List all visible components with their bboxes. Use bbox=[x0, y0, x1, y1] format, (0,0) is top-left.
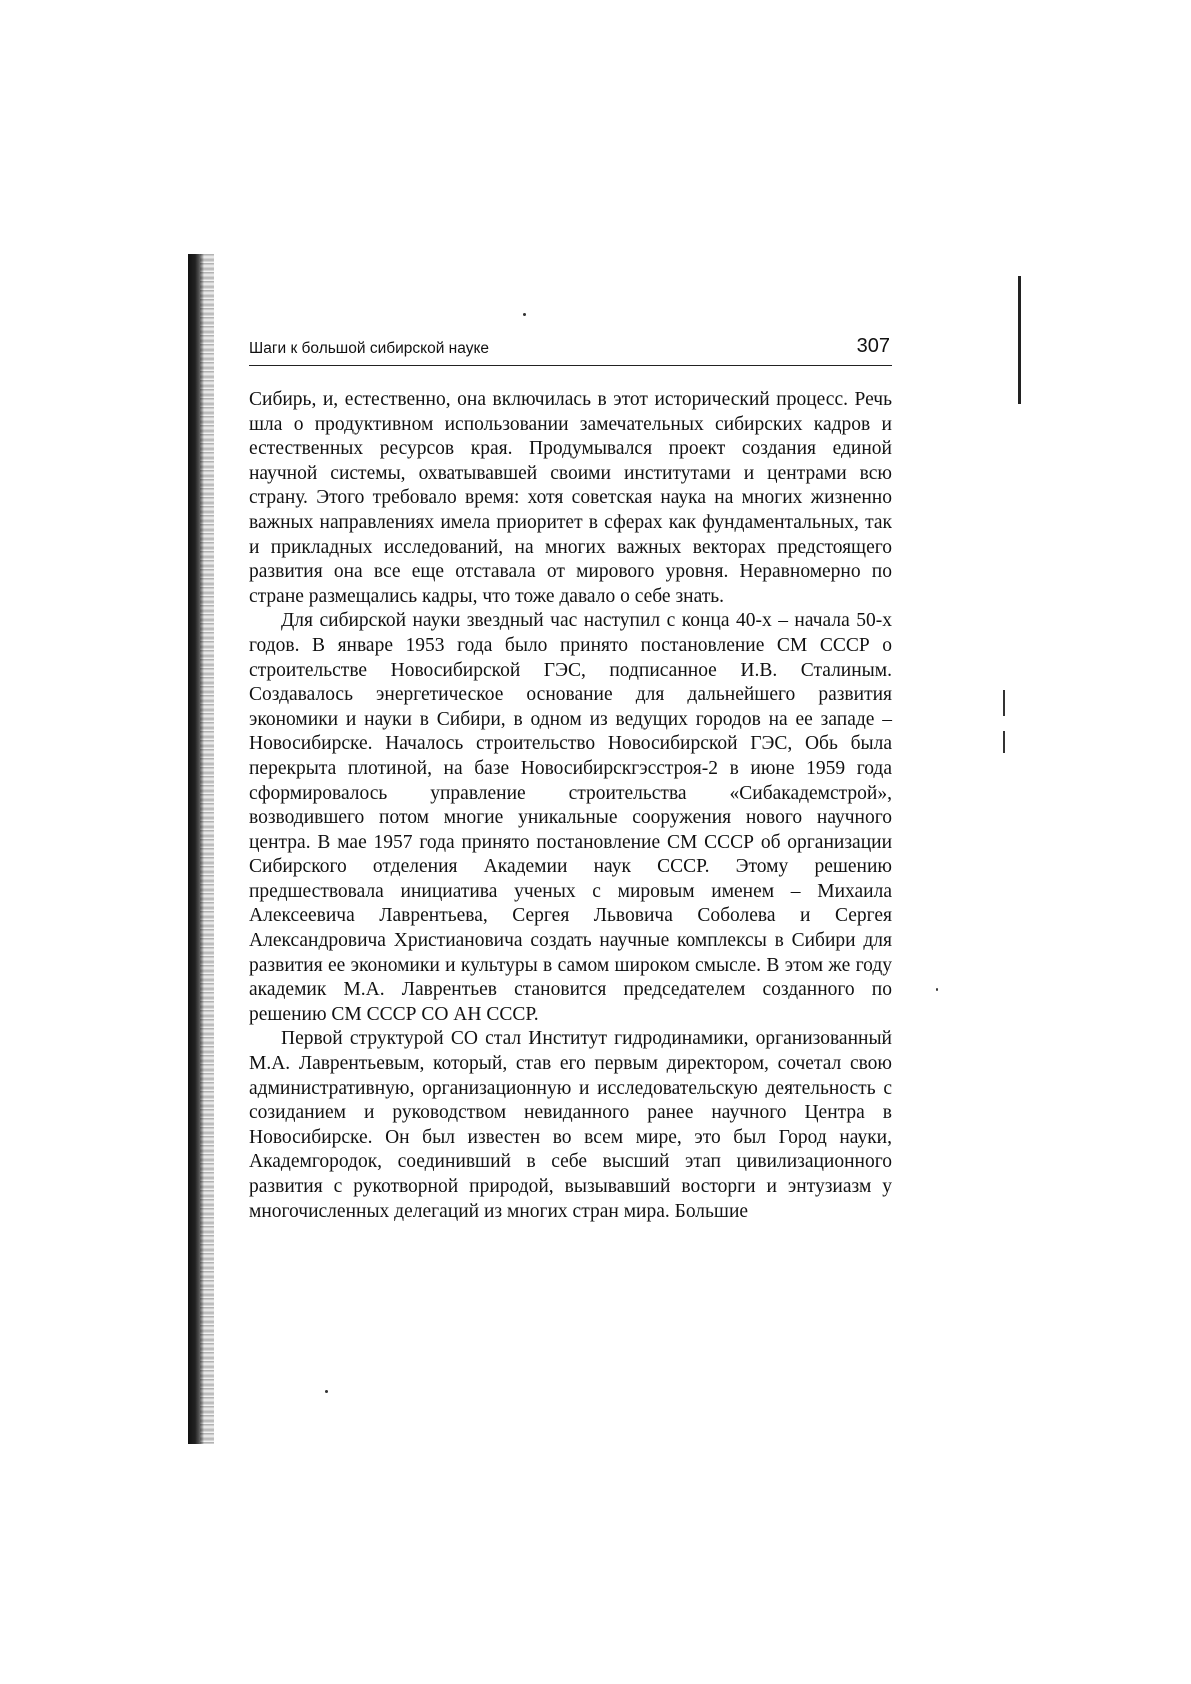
scan-speck bbox=[523, 313, 526, 316]
scan-speck bbox=[936, 988, 938, 991]
scan-speck bbox=[325, 1390, 328, 1393]
running-title: Шаги к большой сибирской науке bbox=[249, 340, 490, 357]
body-text bbox=[249, 388, 892, 1224]
paragraph: Сибирь, и, естественно, она включилась в этот исторический процесс. Речь шла о продуктивном использовании замечательных сибирских кадров и естественных ресурсов края. Продумывался проект создания единой научной системы, охватывавшей своими институтами и центрами всю страну. Этого требовало время: хотя советская наука на многих жизненно важных направлениях имела приоритет в сферах как фундаментальных, так и прикладных исследований, на многих важных векторах предстоящего развития она все еще отставала от мирового уровня. Неравномерно по стране размещались кадры, что тоже давало о себе знать. bbox=[249, 389, 892, 607]
scan-margin-mark bbox=[1003, 690, 1005, 716]
paragraph: Первой структурой СО стал Институт гидродинамики, организованный М.А. Лаврентьевым, который, став его первым директором, сочетал свою административную, организационную и исследовательскую деятельность с созиданием и руководством невиданного ранее научного Центра в Новосибирске. Он был известен во всем мире, это был Город науки, Академгородок, соединивший в себе высший этап цивилизационного развития с рукотворной природой, вызывавший восторги и энтузиазм у многочисленных делегаций из многих стран мира. Большие bbox=[249, 1028, 892, 1222]
scan-margin-mark bbox=[1003, 731, 1005, 753]
page-header bbox=[249, 335, 892, 366]
scan-binding-shadow bbox=[200, 254, 214, 1444]
scan-right-margin-line bbox=[1018, 276, 1021, 404]
page-number: 307 bbox=[856, 335, 890, 357]
paragraph: Для сибирской науки звездный час наступил с конца 40-х – начала 50-х годов. В январе 1953 года было принято постановление СМ СССР о строительстве Новосибирской ГЭС, подписанное И.В. Сталиным. Создавалось энергетическое основание для дальнейшего развития экономики и науки в Сибири, в одном из ведущих городов на ее западе – Новосибирске. Началось строительство Новосибирской ГЭС, Обь была перекрыта плотиной, на базе Новосибирскгэсстроя-2 в июне 1959 года сформировалось управление строительства «Сибакадемстрой», возводившего потом многие уникальные сооружения нового научного центра. В мае 1957 года принято постановление СМ СССР об организации Сибирского отделения Академии наук СССР. Этому решению предшествовала инициатива ученых с мировым именем – Михаила Алексеевича Лаврентьева, Сергея Львовича Соболева и Сергея Александровича Христиановича создать научные комплексы в Сибири для развития ее экономики и культуры в самом широком смысле. В этом же году академик М.А. Лаврентьев становится председателем созданного по решению СМ СССР СО АН СССР. bbox=[249, 610, 892, 1025]
